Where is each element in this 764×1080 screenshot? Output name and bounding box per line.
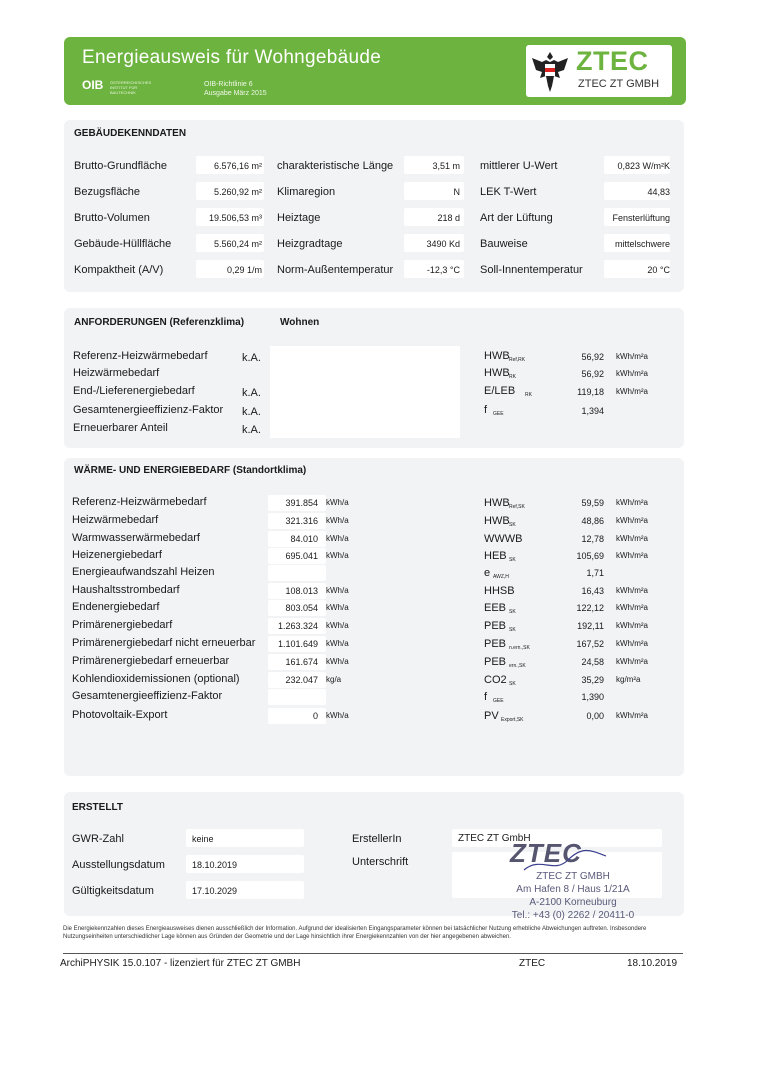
indicator-value: 119,18 <box>577 387 604 397</box>
stamp-line: A-2100 Korneuburg <box>529 897 617 908</box>
unterschrift-label: Unterschrift <box>352 856 409 868</box>
kenndaten-label: LEK T-Wert <box>480 186 537 198</box>
indicator-value: 56,92 <box>581 369 604 379</box>
indicator-value: 48,86 <box>581 516 604 526</box>
indicator-value: 105,69 <box>576 551 604 561</box>
indicator-value: 56,92 <box>581 352 604 362</box>
indicator-value: 192,11 <box>577 621 604 631</box>
stamp-line: Am Hafen 8 / Haus 1/21A <box>516 884 630 895</box>
symbol: PV <box>484 710 499 722</box>
demand-label: Primärenergiebedarf nicht erneuerbar <box>72 637 256 649</box>
symbol: EEB <box>484 602 507 614</box>
demand-label: Gesamtenergieeffizienz-Faktor <box>72 690 223 702</box>
symbol: CO2 <box>484 674 507 686</box>
indicator-unit: kWh/m²a <box>616 551 648 560</box>
symbol: HWB <box>484 350 510 362</box>
kenndaten-label: mittlerer U-Wert <box>480 160 558 172</box>
demand-label: Primärenergiebedarf <box>72 619 173 631</box>
symbol: f <box>484 404 488 416</box>
edition: Ausgabe März 2015 <box>204 90 267 97</box>
demand-value: 84.010 <box>290 534 318 544</box>
demand-value-box <box>268 689 326 705</box>
indicator-value: 16,43 <box>581 586 604 596</box>
indicator-value: 59,59 <box>581 498 604 508</box>
demand-label: Endenergiebedarf <box>72 601 160 613</box>
demand-label: Kohlendioxidemissionen (optional) <box>72 673 240 685</box>
indicator-unit: kWh/m²a <box>616 603 648 612</box>
kenndaten-label: Brutto-Volumen <box>74 212 150 224</box>
demand-value: 232.047 <box>285 675 318 685</box>
indicator-unit: kWh/m²a <box>616 711 648 720</box>
kenndaten-value: 44,83 <box>647 187 670 197</box>
demand-label: Primärenergiebedarf erneuerbar <box>72 655 230 667</box>
indicator-value: 1,390 <box>581 692 604 702</box>
indicator-value: 0,00 <box>586 711 604 721</box>
symbol-subscript: SK <box>509 522 516 528</box>
demand-value: 391.854 <box>285 498 318 508</box>
erstellt-title: ERSTELLT <box>72 802 123 813</box>
demand-unit: kWh/a <box>326 621 349 630</box>
symbol-subscript: Ref,RK <box>509 357 526 363</box>
kenndaten-value: 20 °C <box>647 265 670 275</box>
kenndaten-value: 19.506,53 m³ <box>208 213 262 223</box>
guideline-info <box>204 80 267 98</box>
symbol-subscript: ern.,SK <box>509 663 526 669</box>
symbol: WWWB <box>484 533 523 545</box>
indicator-value: 122,12 <box>576 603 604 613</box>
ausstellung-value: 18.10.2019 <box>192 860 238 870</box>
indicator-value: 35,29 <box>581 675 604 685</box>
demand-unit: kWh/a <box>326 639 349 648</box>
indicator-unit: kWh/m²a <box>616 657 648 666</box>
kenndaten-value: 218 d <box>437 213 460 223</box>
stamp-line: ZTEC ZT GMBH <box>536 871 610 882</box>
ersteller-label: ErstellerIn <box>352 833 402 845</box>
symbol-subscript: n.ern.,SK <box>509 645 530 651</box>
ausstellung-label: Ausstellungsdatum <box>72 859 165 871</box>
demand-unit: kWh/a <box>326 586 349 595</box>
demand-value: 161.674 <box>285 657 318 667</box>
kenndaten-label: Soll-Innentemperatur <box>480 264 583 276</box>
demand-value: 0 <box>312 711 318 721</box>
eagle-icon <box>530 48 570 94</box>
demand-unit: kWh/a <box>326 498 349 507</box>
requirement-value: k.A. <box>242 387 261 399</box>
demand-value: 321.316 <box>285 516 318 526</box>
indicator-value: 12,78 <box>581 534 604 544</box>
symbol-subscript: SK <box>509 681 516 687</box>
indicator-unit: kWh/m²a <box>616 621 648 630</box>
requirement-value: k.A. <box>242 424 261 436</box>
kenndaten-value: 5.560,24 m² <box>213 239 262 249</box>
gwr-value: keine <box>192 834 214 844</box>
stamp-line: Tel.: +43 (0) 2262 / 20411-0 <box>511 910 635 921</box>
symbol: PEB <box>484 656 507 668</box>
indicator-unit: kg/m²a <box>616 675 641 684</box>
symbol-subscript: GEE <box>493 698 504 704</box>
disclaimer: Die Energiekennzahlen dieses Energieausweises dienen ausschließlich der Information. Aufgrund der idealisierten Eingangsparameter können bei tatsächlicher Nutzung erhebliche Abweichungen auftreten. Insbesondere Nutzungseinheiten unterschiedlicher Lage können aus Gründen der Geometrie und der Lage hinsichtlich ihrer Energiekennzahlen von der hier angegebenen abweichen. <box>63 926 647 940</box>
demand-unit: kg/a <box>326 675 342 684</box>
symbol-subscript: RK <box>509 374 516 380</box>
demand-value: 1.263.324 <box>277 621 318 631</box>
demand-label: Warmwasserwärmebedarf <box>72 532 200 544</box>
indicator-value: 1,394 <box>581 406 604 416</box>
kenndaten-label: Bezugsfläche <box>74 186 141 198</box>
oib-subtitle: ÖSTERREICHISCHES INSTITUT FÜR BAUTECHNIK <box>110 80 152 95</box>
symbol: HWB <box>484 367 510 379</box>
demand-label: Haushaltsstrombedarf <box>72 584 180 596</box>
kenndaten-value: 0,29 1/m <box>226 265 262 275</box>
kenndaten-label: Norm-Außentemperatur <box>277 264 394 276</box>
indicator-unit: kWh/m²a <box>616 516 648 525</box>
oib-logo: OIB <box>82 78 104 92</box>
indicator-value: 1,71 <box>586 568 604 578</box>
brand-subtitle: ZTEC ZT GMBH <box>578 78 660 90</box>
demand-unit: kWh/a <box>326 711 349 720</box>
demand-label: Energieaufwandszahl Heizen <box>72 566 215 578</box>
requirement-label: Referenz-Heizwärmebedarf <box>73 350 208 362</box>
footer-divider <box>63 953 683 954</box>
gwr-label: GWR-Zahl <box>72 833 124 845</box>
demand-label: Heizenergiebedarf <box>72 549 162 561</box>
kenndaten-label: charakteristische Länge <box>277 160 394 172</box>
kenndaten-label: Bauweise <box>480 238 528 250</box>
kenndaten-title: GEBÄUDEKENNDATEN <box>74 128 187 139</box>
symbol-subscript: Export,SK <box>501 717 524 723</box>
footer-software: ArchiPHYSIK 15.0.107 - lizenziert für ZTEC ZT GMBH <box>60 958 301 969</box>
symbol: HWB <box>484 497 510 509</box>
indicator-unit: kWh/m²a <box>616 369 648 378</box>
anforderungen-title: ANFORDERUNGEN (Referenzklima) <box>74 317 245 328</box>
kenndaten-value: 6.576,16 m² <box>213 161 262 171</box>
anforderungen-subtitle: Wohnen <box>280 317 320 328</box>
symbol: PEB <box>484 638 507 650</box>
kenndaten-value: N <box>453 187 460 197</box>
kenndaten-label: Heizgradtage <box>277 238 343 250</box>
demand-unit: kWh/a <box>326 516 349 525</box>
kenndaten-value: 5.260,92 m² <box>213 187 262 197</box>
demand-unit: kWh/a <box>326 603 349 612</box>
symbol-subscript: SK <box>509 627 516 633</box>
bedarf-title: WÄRME- UND ENERGIEBEDARF (Standortklima) <box>74 465 307 476</box>
kenndaten-value: mittelschwere <box>614 239 670 249</box>
demand-value: 1.101.649 <box>277 639 318 649</box>
kenndaten-label: Heiztage <box>277 212 321 224</box>
symbol: HEB <box>484 550 507 562</box>
footer-date: 18.10.2019 <box>627 958 678 969</box>
kenndaten-value: Fensterlüftung <box>612 213 670 223</box>
symbol: HWB <box>484 515 510 527</box>
symbol-subscript: Ref,SK <box>509 504 525 510</box>
demand-value: 803.054 <box>285 603 318 613</box>
kenndaten-label: Gebäude-Hüllfläche <box>74 238 172 250</box>
requirement-value: k.A. <box>242 406 261 418</box>
indicator-unit: kWh/m²a <box>616 352 648 361</box>
demand-unit: kWh/a <box>326 657 349 666</box>
kenndaten-label: Klimaregion <box>277 186 336 198</box>
symbol: e <box>484 567 491 579</box>
symbol: HHSB <box>484 585 515 597</box>
document-title: Energieausweis für Wohngebäude <box>82 47 382 68</box>
guideline: OIB-Richtlinie 6 <box>204 81 253 88</box>
demand-label: Heizwärmebedarf <box>72 514 159 526</box>
footer-company: ZTEC <box>519 958 546 969</box>
indicator-unit: kWh/m²a <box>616 498 648 507</box>
requirement-value: k.A. <box>242 352 261 364</box>
stamp-address <box>498 870 648 922</box>
brand-name: ZTEC <box>576 46 649 76</box>
kenndaten-value: 3490 Kd <box>426 239 460 249</box>
kenndaten-value: 3,51 m <box>432 161 460 171</box>
gueltig-label: Gültigkeitsdatum <box>72 885 154 897</box>
requirement-panel <box>270 346 460 438</box>
kenndaten-value: -12,3 °C <box>426 265 460 275</box>
demand-value-box <box>268 565 326 581</box>
requirement-label: Erneuerbarer Anteil <box>73 422 168 434</box>
kenndaten-value: 0,823 W/m²K <box>617 161 670 171</box>
stamp-brand: ZTEC <box>510 838 582 868</box>
indicator-unit: kWh/m²a <box>616 534 648 543</box>
demand-unit: kWh/a <box>326 534 349 543</box>
requirement-label: End-/Lieferenergiebedarf <box>73 385 195 397</box>
symbol-subscript: SK <box>509 609 516 615</box>
symbol-subscript: SK <box>509 557 516 563</box>
gueltig-value: 17.10.2029 <box>192 886 238 896</box>
indicator-unit: kWh/m²a <box>616 387 648 396</box>
demand-value: 695.041 <box>285 551 318 561</box>
indicator-value: 167,52 <box>576 639 604 649</box>
demand-label: Referenz-Heizwärmebedarf <box>72 496 207 508</box>
symbol: PEB <box>484 620 507 632</box>
symbol: f <box>484 691 488 703</box>
symbol-subscript: AWZ,H <box>493 574 509 580</box>
demand-unit: kWh/a <box>326 551 349 560</box>
kenndaten-label: Art der Lüftung <box>480 212 553 224</box>
ersteller-value: ZTEC ZT GmbH <box>458 833 531 844</box>
demand-label: Photovoltaik-Export <box>72 709 168 721</box>
indicator-unit: kWh/m²a <box>616 586 648 595</box>
indicator-value: 24,58 <box>581 657 604 667</box>
demand-value: 108.013 <box>285 586 318 596</box>
indicator-unit: kWh/m²a <box>616 639 648 648</box>
requirement-label: Gesamtenergieeffizienz-Faktor <box>73 404 224 416</box>
requirement-label: Heizwärmebedarf <box>73 367 160 379</box>
symbol-subscript: RK <box>525 392 532 398</box>
kenndaten-label: Brutto-Grundfläche <box>74 160 167 172</box>
symbol: E/LEB <box>484 385 516 397</box>
kenndaten-label: Kompaktheit (A/V) <box>74 264 164 276</box>
symbol-subscript: GEE <box>493 411 504 417</box>
